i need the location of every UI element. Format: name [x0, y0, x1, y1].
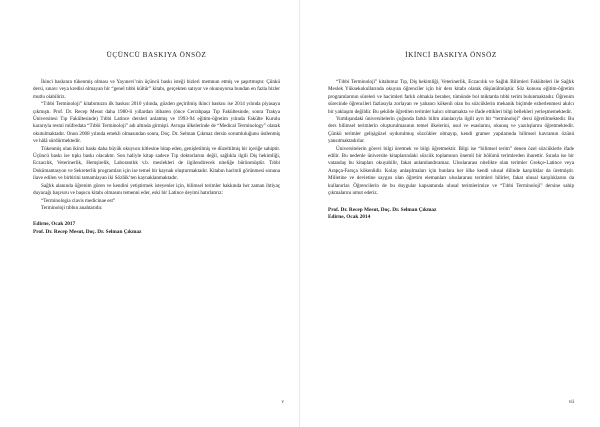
place-date: Edirne, Ocak 2017 — [33, 221, 76, 228]
signature-block — [328, 207, 574, 222]
page-number: vii — [568, 400, 574, 405]
paragraph: İkinci baskının tükenmiş olması ve Yayınevi’nin üçüncü baskı isteği bizleri memnun etmiş ve şaşırtmıştır. Çünkü dersi, sınavı veya kredisi olmayan bir “genel tıbbi kültür” kitabı, gerçekten satıyor ve okunuyorsa bundan en fazla bizler mutlu olabiliriz. — [33, 79, 280, 100]
preface-body — [33, 79, 280, 212]
paragraph: “Tıbbi Terminoloji” kitabımız Tıp, Diş hekimliği, Veterinerlik, Eczacılık ve Sağlık Bilimleri Fakülteleri ile Sağlık Meslek Yüksekokullarında okuyan öğrenciler için bir ders kitabı olarak düşünülmüştür. Söz konusu eğitim-öğretim programlarının süreleri ve hacimleri farklı olmakla beraber, tümünde bol miktarda tıbbi terim bulunmaktadır. Öğrenim sürecinde öğrencileri fazlasıyla zorlayan ve yabancı kökenli olan bu sözcüklerin mekanik biçimde ezberlenmesi akılcı bir yaklaşım değildir. Bu şekilde öğretilen terimler kalıcı olmamakta ve ifade ettikleri bilgi bellekleri yerleşmemektedir. — [328, 79, 574, 115]
page-heading: İKİNCİ BASKIYA ÖNSÖZ — [405, 51, 497, 59]
quote-translation: Terminoloji tıbbın anahtarıdır. — [41, 204, 103, 211]
paragraph: Üniversitelerin görevi bilgi üretmek ve bilgi öğretmektir. Bilgi ise “bilimsel terim” denen özel sözcüklerle ifade edilir. Bu nedenle üniversite kitaplarındaki sözcük toplamının önemli bir bölümü terimlerden ibarettir. Sırada ise bir vatandaş bu kitapları okuyabilir, fakat anlamlandıramaz. Uluslararası nitelikte olan terimler Grekçe-Latince veya Arapça-Farsça kökenlidir. Kolay anlaşılmaları için bunlara her ülke kendi ulusal dilinde karşılıklar da üretmiştir. Milletine ve devletine saygısı olan öğretim elemanları uluslararası terimleri bilirler, fakat ulusal karşılıklarını da kullanırlar. Öğrencilerin de bu duygular kapsamında ulusal terimlerimize ve “Tıbbi Terminoloji” dersine sahip çıkmalarını umut ederiz. — [328, 145, 574, 197]
page-heading: ÜÇÜNCÜ BASKIYA ÖNSÖZ — [106, 51, 207, 59]
signature-block — [33, 221, 280, 236]
page-number: v — [281, 400, 284, 405]
authors: Prof. Dr. Recep Mesut, Doç. Dr. Selman Çıkmaz — [328, 206, 437, 213]
latin-quote: “Terminologia clavis medicinae est” — [41, 197, 116, 204]
place-date: Edirne, Ocak 2014 — [328, 214, 371, 221]
right-page — [300, 0, 600, 427]
paragraph: Tükenmiş olan ikinci baskı daha büyük okuyucu kitlesine hitap eden, genişletilmiş ve düzeltilmiş bir içeriğe sahiptir. Üçüncü baskı ise tıpkı baskı olacaktır. Son haliyle kitap sadece Tıp doktorlarını değil, sağlıkla ilgili Diş hekimliği, Eczacılık, Veterinerlik, Hemşirelik, Laborantlık v.b. meslekleri de ilgilendirecek niteliğe bürünmüştür. Tıbbi Dokümantasyon ve Sekreterlik programları için ise temel bir kaynak oluşturmaktadır. Kitabın hacimli görünmesi sonuna ilave edilen ve birbirini tamamlayan iki Sözlük’ten kaynaklanmaktadır. — [33, 145, 280, 182]
paragraph: “Tıbbi Terminoloji” kitabımızın ilk baskısı 2010 yılında, gözden geçirilmiş ikinci baskısı ise 2014 yılında piyasaya çıkmıştı. Prof. Dr. Recep Mesut daha 1980-li yıllardan itibaren (önce Cerrahpaşa Tıp Fakültesinde, sonra Trakya Üniversitesi Tıp Fakültesinde) Tıbbi Latince dersleri anlatmış ve 1993-94 eğitim-öğretim yılında Fakülte Kurulu kararıyla resmi müfredata “Tıbbi Terminoloji” adı altında girmişti. Avrupa ülkelerinde de “Medical Terminology” olarak okutulmaktadır. Onun 2008 yılında emekli olmasından sonra, Doç. Dr. Selman Çıkmaz dersin sorumluluğunu üstlenmiş ve hâlâ sürdürmektedir. — [33, 101, 280, 145]
paragraph: Yurtdışındaki üniversitelerin çoğunda farklı bilim alanlarıyla ilgili ayrı bir “terminoloji” dersi öğretilmektedir. Bu ders bilimsel terimlerin oluşturulmasının temel ilkelerini, usul ve esaslarını, okunuş ve yazılışlarını öğretmektedir. Çünkü terimler gelişigüzel uydurulmuş sözcükler olmayıp, kendi gramer yapılarında bilimsel kavramın özünü yansıtmaktadırlar. — [328, 116, 574, 145]
authors: Prof. Dr. Recep Mesut, Doç. Dr. Selman Çıkmaz — [33, 228, 142, 235]
paragraph: Sağlık alanında öğrenim gören ve kendini yetiştirmek isteyenler için, bilimsel terimler hakkında her zaman ihtiyaç duyacağı başvuru ve başucu kitabı olmasını temenni eder, eski bir Latince deyimi hatırlatırız: — [33, 182, 280, 197]
preface-body — [328, 79, 574, 198]
